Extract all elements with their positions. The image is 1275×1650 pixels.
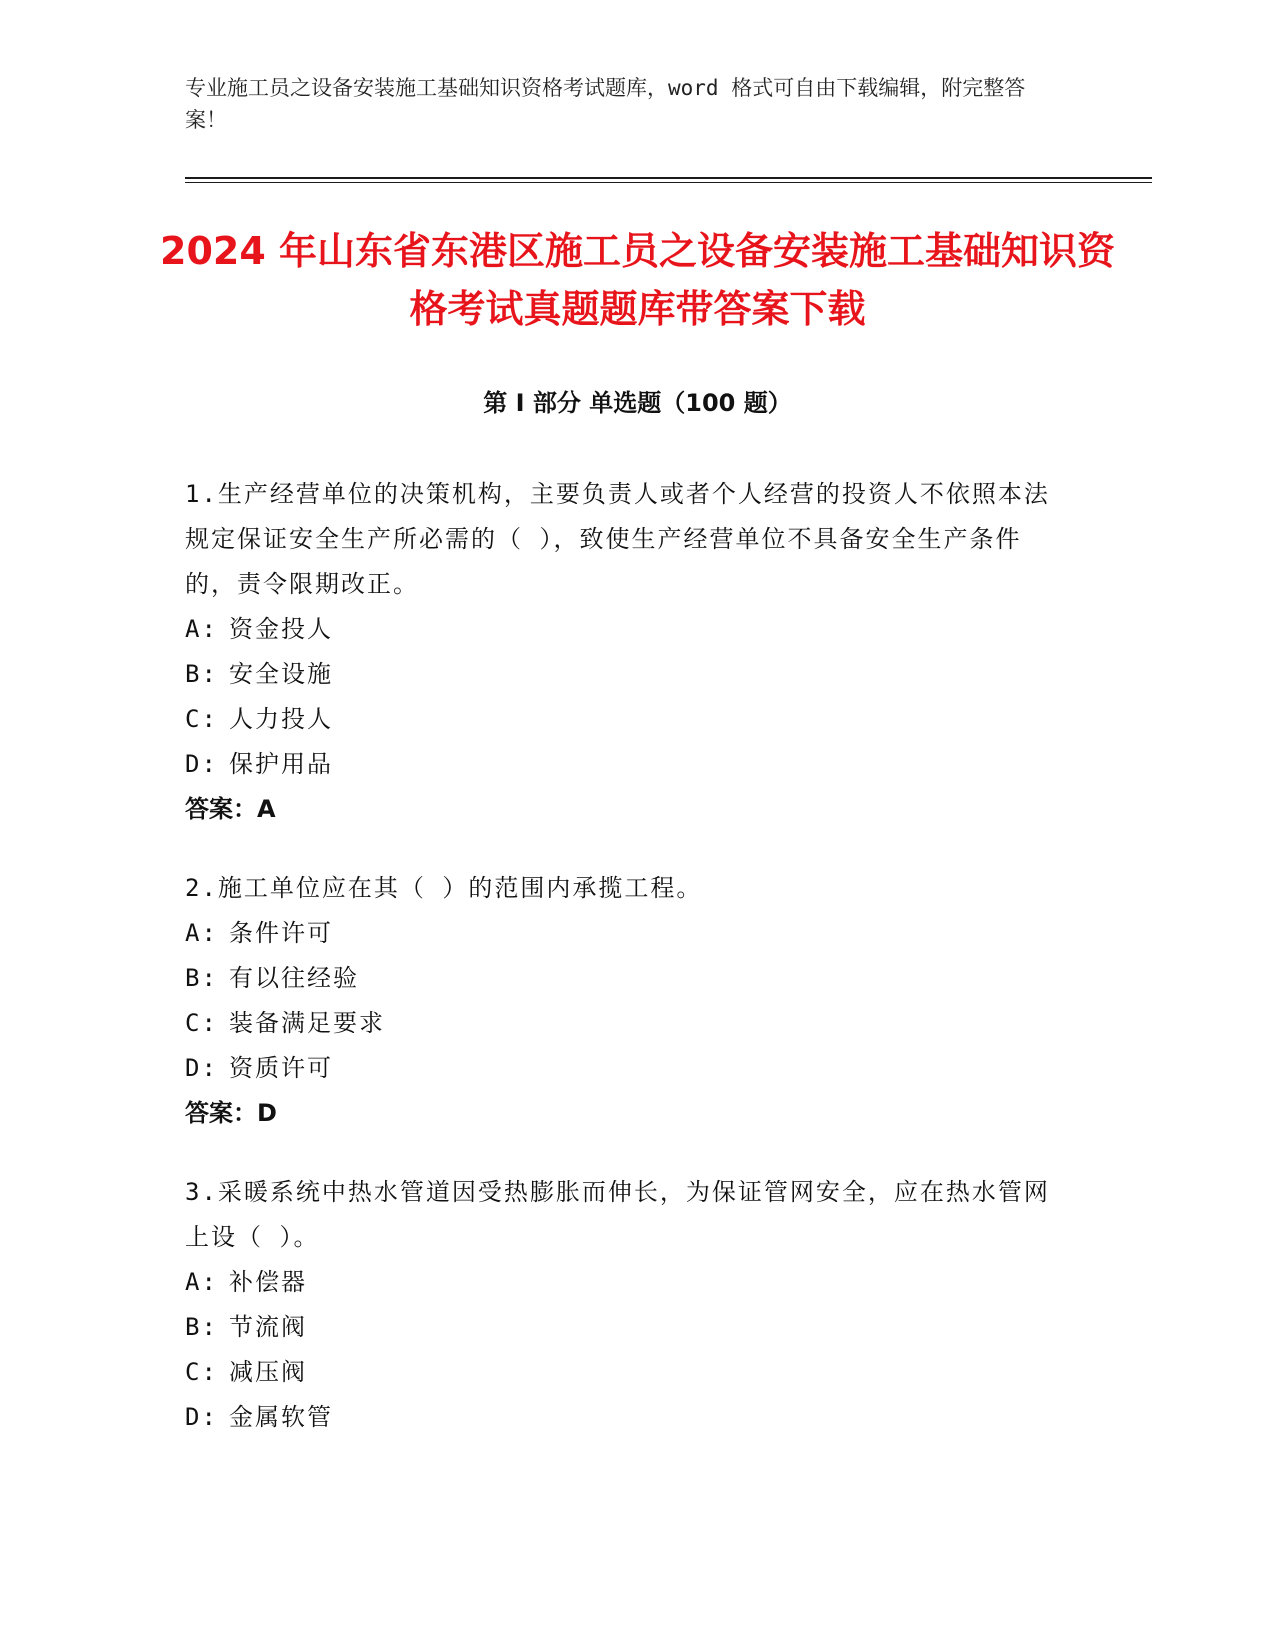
option-text: 资质许可 (229, 1054, 333, 1082)
question-text: 2.施工单位应在其（ ）的范围内承揽工程。 (185, 874, 703, 902)
option-text: 金属软管 (229, 1403, 333, 1431)
option-key: B: (185, 1313, 218, 1341)
option-text: 保护用品 (229, 750, 333, 778)
option-text: 减压阀 (229, 1358, 307, 1386)
option-key: A: (185, 919, 218, 947)
option-text: 人力投人 (229, 705, 333, 733)
question-1 (185, 472, 1065, 832)
option-a (185, 607, 1065, 652)
option-text: 补偿器 (229, 1268, 307, 1296)
option-key: D: (185, 750, 218, 778)
option-key: B: (185, 660, 218, 688)
option-key: D: (185, 1403, 218, 1431)
section-heading: 第 I 部分 单选题（100 题） (483, 389, 792, 417)
header-note: 专业施工员之设备安装施工基础知识资格考试题库，word 格式可自由下载编辑，附完整答案！ (185, 76, 1026, 132)
header-divider-thin (185, 182, 1152, 183)
question-text: 3.采暖系统中热水管道因受热膨胀而伸长，为保证管网安全，应在热水管网上设（ ）。 (185, 1178, 1050, 1251)
question-3 (185, 1170, 1065, 1440)
question-list (185, 472, 1065, 1474)
option-key: C: (185, 705, 218, 733)
option-d (185, 742, 1065, 787)
option-key: C: (185, 1009, 218, 1037)
option-key: A: (185, 1268, 218, 1296)
option-b (185, 652, 1065, 697)
answer-label: 答案：A (185, 795, 276, 823)
option-c (185, 697, 1065, 742)
option-text: 装备满足要求 (229, 1009, 385, 1037)
question-2 (185, 866, 1065, 1136)
option-b (185, 956, 1065, 1001)
option-text: 安全设施 (229, 660, 333, 688)
option-text: 有以往经验 (229, 964, 359, 992)
option-text: 条件许可 (229, 919, 333, 947)
option-a (185, 1260, 1065, 1305)
header-divider-thick (185, 177, 1152, 179)
option-c (185, 1001, 1065, 1046)
option-text: 资金投人 (229, 615, 333, 643)
option-b (185, 1305, 1065, 1350)
option-d (185, 1395, 1065, 1440)
option-key: C: (185, 1358, 218, 1386)
option-key: A: (185, 615, 218, 643)
question-text: 1.生产经营单位的决策机构，主要负责人或者个人经营的投资人不依照本法规定保证安全生产所必需的（ ），致使生产经营单位不具备安全生产条件的，责令限期改正。 (185, 480, 1050, 598)
option-c (185, 1350, 1065, 1395)
option-text: 节流阀 (229, 1313, 307, 1341)
option-key: B: (185, 964, 218, 992)
answer-label: 答案：D (185, 1099, 277, 1127)
option-a (185, 911, 1065, 956)
option-key: D: (185, 1054, 218, 1082)
document-title: 2024 年山东省东港区施工员之设备安装施工基础知识资格考试真题题库带答案下载 (160, 229, 1115, 331)
option-d (185, 1046, 1065, 1091)
